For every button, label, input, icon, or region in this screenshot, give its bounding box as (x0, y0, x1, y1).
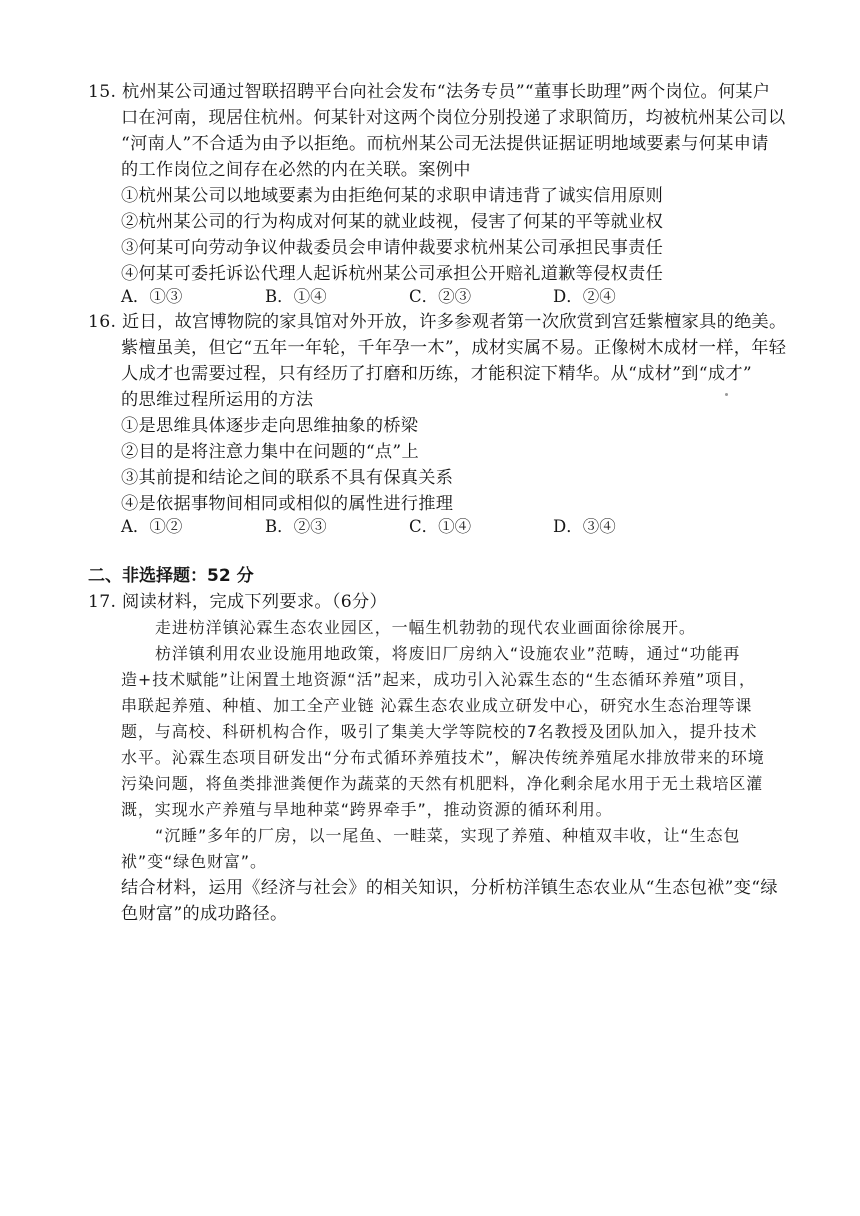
q15-statement-4: ④何某可委托诉讼代理人起诉杭州某公司承担公开赔礼道歉等侵权责任 (121, 264, 664, 284)
q15-option-d: D．②④ (553, 287, 616, 306)
q17-material-line: 水平。沁霖生态项目研发出“分布式循环养殖技术”，解决传统养殖尾水排放带来的环境 (121, 748, 765, 767)
scan-speck (725, 393, 728, 396)
q15-statement-2: ②杭州某公司的行为构成对何某的就业歧视，侵害了何某的平等就业权 (121, 212, 664, 232)
q16-statement-1: ①是思维具体逐步走向思维抽象的桥梁 (121, 416, 419, 436)
q15-statement-3: ③何某可向劳动争议仲裁委员会申请仲裁要求杭州某公司承担民事责任 (121, 238, 664, 258)
q16-option-a: A．①② (121, 517, 183, 536)
q17-material-line: 走进枋洋镇沁霖生态农业园区，一幅生机勃勃的现代农业画面徐徐展开。 (155, 618, 696, 637)
q16-line-4: 的思维过程所运用的方法 (121, 390, 314, 410)
q17-number: 17. (88, 592, 117, 612)
q16-option-b: B．②③ (265, 517, 327, 536)
q15-option-a: A．①③ (121, 287, 183, 306)
q17-prompt: 阅读材料，完成下列要求。（6分） (122, 592, 387, 612)
q17-material-line: “沉睡”多年的厂房，以一尾鱼、一畦菜，实现了养殖、种植双丰收，让“生态包 (155, 826, 741, 845)
q15-line-2: 口在河南，现居住杭州。何某针对这两个岗位分别投递了求职简历，均被杭州某公司以 (121, 108, 786, 128)
q16-option-d: D．③④ (553, 517, 616, 536)
q17-material-line: 袱”变“绿色财富”。 (121, 852, 267, 871)
q17-material-line: 串联起养殖、种植、加工全产业链 沁霖生态农业成立研发中心，研究水生态治理等课 (121, 696, 753, 715)
q15-line-4: 的工作岗位之间存在必然的内在关联。案例中 (121, 160, 471, 180)
q16-line-2: 紫檀虽美，但它“五年一年轮，千年孕一木”，成材实属不易。正像树木成材一样，年轻 (121, 338, 787, 358)
q15-number: 15. (88, 82, 117, 102)
q16-statement-2: ②目的是将注意力集中在问题的“点”上 (121, 442, 419, 462)
q15-line-3: “河南人”不合适为由予以拒绝。而杭州某公司无法提供证据证明地域要素与何某申请 (121, 134, 769, 154)
q16-line-3: 人成才也需要过程，只有经历了打磨和历练，才能积淀下精华。从“成材”到“成才” (121, 364, 752, 384)
section-heading: 二、非选择题：52 分 (88, 566, 254, 586)
q17-task-line-2: 色财富”的成功路径。 (121, 904, 288, 924)
q17-line-1 (88, 589, 387, 615)
q17-task-line-1: 结合材料，运用《经济与社会》的相关知识，分析枋洋镇生态农业从“生态包袱”变“绿 (121, 878, 778, 898)
q16-statement-3: ③其前提和结论之间的联系不具有保真关系 (121, 468, 454, 488)
q17-material-line: 枋洋镇利用农业设施用地政策，将废旧厂房纳入“设施农业”范畴，通过“功能再 (155, 644, 741, 663)
q16-statement-4: ④是依据事物间相同或相似的属性进行推理 (121, 494, 454, 514)
q15-statement-1: ①杭州某公司以地域要素为由拒绝何某的求职申请违背了诚实信用原则 (121, 186, 664, 206)
q16-number: 16. (88, 312, 117, 332)
q17-material-line: 污染问题，将鱼类排泄粪便作为蔬菜的天然有机肥料，净化剩余尾水用于无土栽培区灌 (121, 774, 764, 793)
q16-option-c: C．①④ (409, 517, 472, 536)
q15-option-c: C．②③ (409, 287, 472, 306)
q15-option-b: B．①④ (265, 287, 327, 306)
q17-material-line: 题，与高校、科研机构合作，吸引了集美大学等院校的7名教授及团队加入，提升技术 (121, 722, 758, 741)
q15-stem-text: 杭州某公司通过智联招聘平台向社会发布“法务专员”“董事长助理”两个岗位。何某户 (122, 82, 771, 102)
q17-material-line: 溉，实现水产养殖与旱地种菜“跨界牵手”，推动资源的循环利用。 (121, 800, 613, 819)
q16-stem-text: 近日，故宫博物院的家具馆对外开放，许多参观者第一次欣赏到宫廷紫檀家具的绝美。 (122, 312, 787, 332)
q15-line-1 (88, 79, 770, 105)
q17-material-line: 造+技术赋能”让闲置土地资源“活”起来，成功引入沁霖生态的“生态循环养殖”项目， (121, 670, 756, 689)
q16-line-1 (88, 309, 787, 335)
